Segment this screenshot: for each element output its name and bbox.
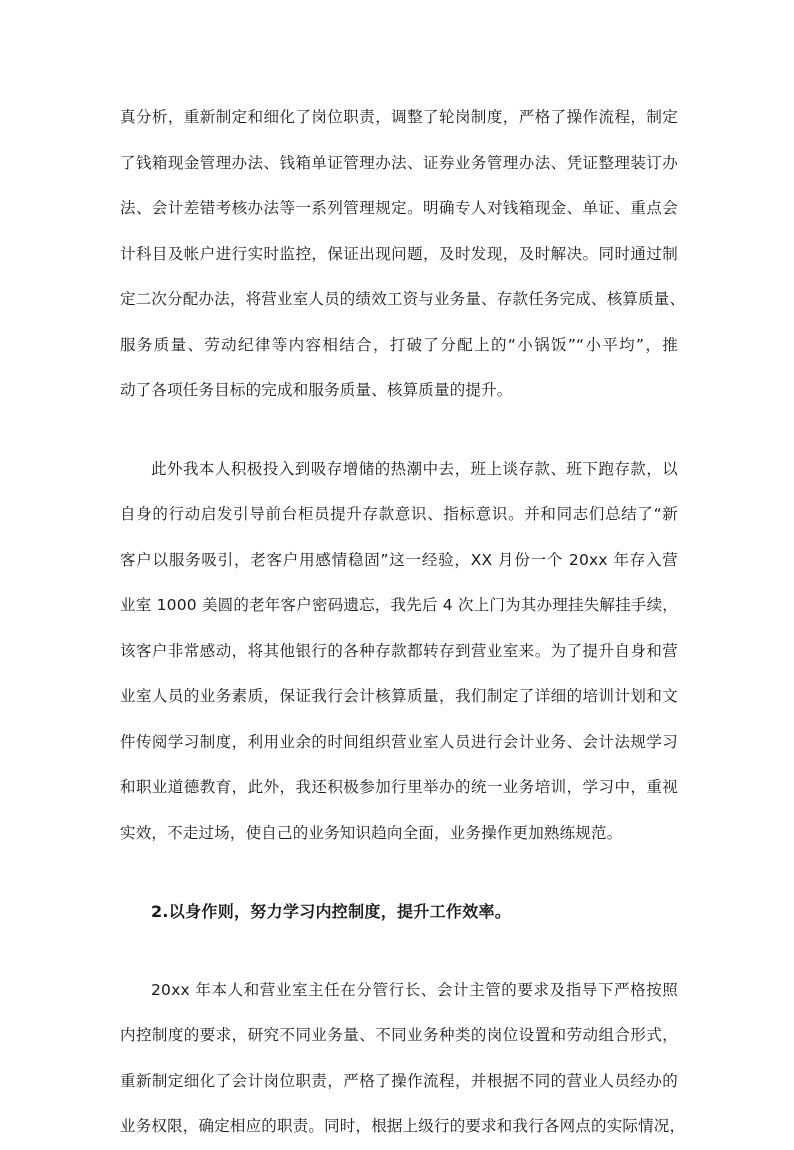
text-line: 真分析，重新制定和细化了岗位职责，调整了轮岗制度，严格了操作流程，制定 (120, 108, 678, 126)
text-line: 20xx 年本人和营业室主任在分管行长、会计主管的要求及指导下严格按照 (151, 980, 678, 999)
text-line: 客户以服务吸引，老客户用感情稳固”这一经验，XX 月份一个 20xx 年存入营 (120, 550, 678, 569)
paragraph-spacer (120, 856, 678, 889)
text-line: 实效，不走过场，使自己的业务知识趋向全面，业务操作更加熟练规范。 (120, 823, 623, 842)
text-line: 件传阅学习制度，利用业余的时间组织营业室人员进行会计业务、会计法规学习 (120, 732, 678, 751)
text-line: 服务质量、劳动纪律等内容相结合，打破了分配上的“小锅饭”“小平均”，推 (120, 335, 678, 354)
paragraph-spacer (120, 935, 678, 968)
text-line: 自身的行动启发引导前台柜员提升存款意识、指标意识。并和同志们总结了“新 (120, 505, 678, 523)
text-line: 业务权限，确定相应的职责。同时，根据上级行的要求和我行各网点的实际情况， (120, 1117, 686, 1135)
text-line: 动了各项任务目标的完成和服务质量、核算质量的提升。 (120, 381, 513, 399)
section-heading: 2.以身作则，努力学习内控制度，提升工作效率。 (151, 902, 512, 921)
document-page (120, 95, 686, 1150)
text-line: 定二次分配办法，将营业室人员的绩效工资与业务量、存款任务完成、核算质量、 (120, 290, 686, 308)
text-line: 法、会计差错考核办法等一系列管理规定。明确专人对钱箱现金、单证、重点会 (120, 199, 678, 217)
paragraph-1 (120, 95, 686, 414)
text-line: 该客户非常感动，将其他银行的各种存款都转存到营业室来。为了提升自身和营 (120, 641, 678, 660)
text-line: 重新制定细化了会计岗位职责，严格了操作流程，并根据不同的营业人员经办的 (120, 1071, 678, 1090)
paragraph-spacer (120, 414, 678, 447)
text-line: 和职业道德教育，此外，我还积极参加行里举办的统一业务培训，学习中，重视 (120, 778, 678, 796)
text-line: 内控制度的要求，研究不同业务量、不同业务种类的岗位设置和劳动组合形式， (120, 1026, 678, 1044)
text-line: 计科目及帐户进行实时监控，保证出现问题，及时发现，及时解决。同时通过制 (120, 244, 678, 263)
paragraph-2 (120, 447, 678, 857)
text-line: 业室 1000 美圆的老年客户密码遗忘，我先后 4 次上门为其办理挂失解挂手续， (120, 596, 678, 614)
text-line: 此外我本人积极投入到吸存增储的热潮中去，班上谈存款、班下跑存款，以 (151, 459, 678, 478)
paragraph-3 (120, 968, 686, 1150)
text-line: 业室人员的业务素质，保证我行会计核算质量，我们制定了详细的培训计划和文 (120, 687, 678, 705)
text-line: 了钱箱现金管理办法、钱箱单证管理办法、证券业务管理办法、凭证整理装订办 (120, 153, 678, 172)
